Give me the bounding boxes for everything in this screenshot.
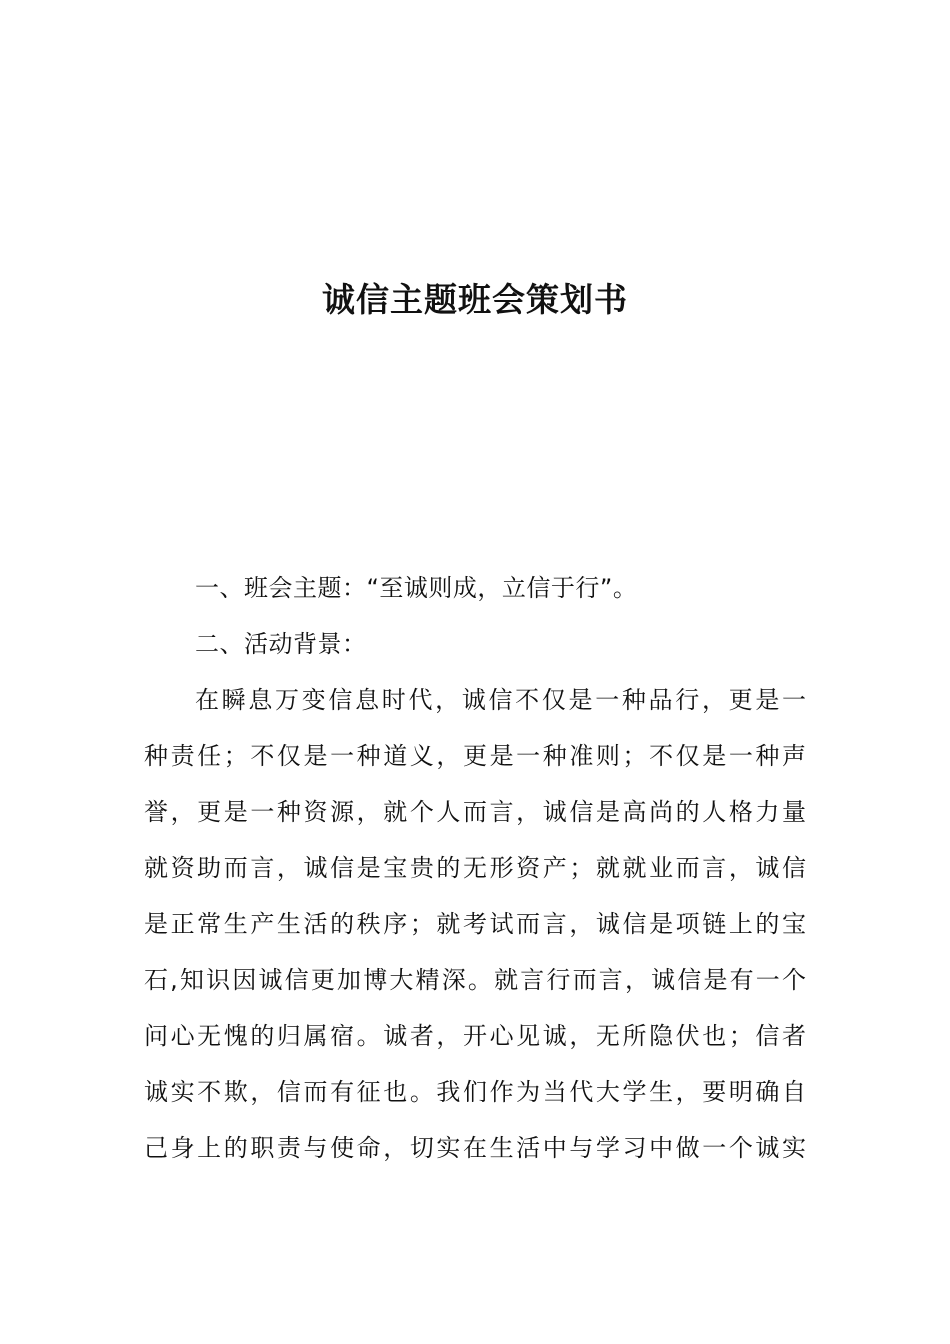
paragraph-line: 问心无愧的归属宿。诚者，开心见诚，无所隐伏也；信者 [144,1022,806,1050]
section-heading-background: 二、活动背景： [195,630,367,658]
paragraph-line: 在瞬息万变信息时代，诚信不仅是一种品行，更是一 [195,686,806,714]
paragraph-line: 种责任；不仅是一种道义，更是一种准则；不仅是一种声 [144,742,806,770]
paragraph-line: 石,知识因诚信更加博大精深。就言行而言，诚信是有一个 [144,966,806,994]
background-paragraph [144,672,806,1176]
paragraph-line: 是正常生产生活的秩序；就考试而言，诚信是项链上的宝 [144,910,806,938]
paragraph-line: 己身上的职责与使命，切实在生活中与学习中做一个诚实 [144,1134,806,1162]
document-body [144,560,806,1176]
paragraph-line: 誉，更是一种资源，就个人而言，诚信是高尚的人格力量 [144,798,806,826]
section-heading-theme: 一、班会主题：“至诚则成，立信于行”。 [195,574,638,602]
document-title: 诚信主题班会策划书 [322,280,628,319]
paragraph-line: 就资助而言，诚信是宝贵的无形资产；就就业而言，诚信 [144,854,806,882]
paragraph-line: 诚实不欺，信而有征也。我们作为当代大学生，要明确自 [144,1078,806,1106]
